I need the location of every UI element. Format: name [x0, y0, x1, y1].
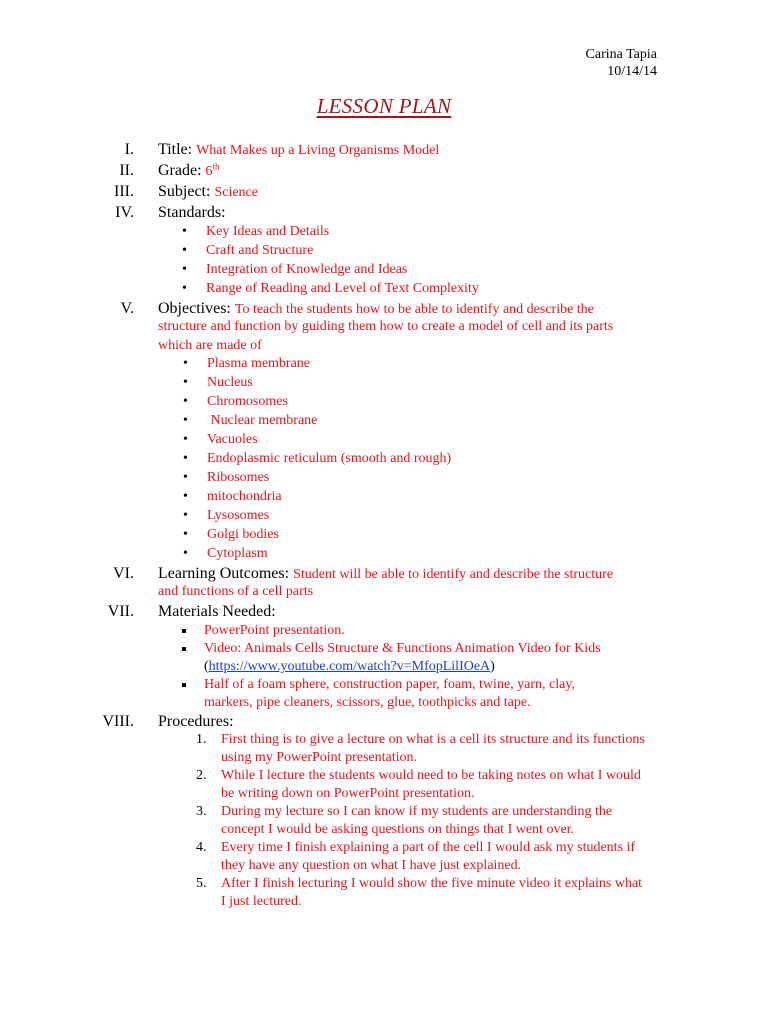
procedure-step: 4. Every time I finish explaining a part of the cell I would ask my students if they have any question on what I have just explained. — [196, 840, 636, 873]
materials-list — [180, 622, 620, 712]
section-grade — [158, 160, 668, 182]
list-item: • Lysosomes — [183, 506, 623, 525]
list-item: • Plasma membrane — [183, 354, 623, 373]
section-objectives-label: Objectives: — [158, 300, 231, 317]
list-item: • mitochondria — [183, 487, 623, 506]
author-name: Carina Tapia — [585, 47, 657, 62]
section-title-label: Title: — [158, 141, 193, 158]
section-number-subject: III. — [114, 183, 134, 200]
document-title: LESSON PLAN — [316, 94, 452, 118]
section-number-grade: II. — [119, 162, 134, 179]
section-objectives — [158, 298, 668, 320]
objectives-text: structure and function by guiding them how to create a model of cell and its parts which are made of — [158, 319, 614, 353]
list-item: PowerPoint presentation. — [180, 622, 620, 640]
list-item: • Cytoplasm — [183, 544, 623, 563]
list-item: • Golgi bodies — [183, 525, 623, 544]
video-link[interactable]: https://www.youtube.com/watch?v=MfopLilIOeA — [208, 659, 491, 674]
standards-list — [182, 222, 662, 298]
section-number-materials: VII. — [107, 603, 134, 620]
list-item: • Chromosomes — [183, 392, 623, 411]
list-item: • Endoplasmic reticulum (smooth and rough) — [183, 449, 623, 468]
list-item: • Key Ideas and Details — [182, 222, 662, 241]
section-number-outcomes: VI. — [113, 565, 134, 582]
section-title — [158, 139, 668, 161]
procedure-step: 2. While I lecture the students would need to be taking notes on what I would be writing down on PowerPoint presentation. — [196, 768, 641, 801]
list-item: • Craft and Structure — [182, 241, 662, 260]
list-item: • Integration of Knowledge and Ideas — [182, 260, 662, 279]
section-outcomes — [158, 563, 668, 585]
outcomes-text-line1: Student will be able to identify and describe the structure — [293, 567, 614, 582]
list-item: • Ribosomes — [183, 468, 623, 487]
section-title-value: What Makes up a Living Organisms Model — [196, 143, 440, 158]
document-date: 10/14/14 — [607, 64, 657, 79]
section-procedures-label: Procedures: — [158, 713, 234, 730]
list-item: • Range of Reading and Level of Text Complexity — [182, 279, 662, 298]
section-materials-label: Materials Needed: — [158, 603, 276, 620]
procedures-list — [196, 731, 646, 911]
grade-superscript: th — [212, 161, 220, 172]
list-item: • Vacuoles — [183, 430, 623, 449]
section-subject — [158, 181, 668, 203]
procedure-step: 3. During my lecture so I can know if my students are understanding the concept I would be asking questions on things that I went over. — [196, 804, 613, 837]
list-item: • Nuclear membrane — [183, 411, 623, 430]
section-outcomes-label: Learning Outcomes: — [158, 565, 290, 582]
section-number-title: I. — [124, 141, 134, 158]
author-block — [586, 46, 657, 80]
procedure-step: 5. After I finish lecturing I would show the five minute video it explains what I just lectured. — [196, 876, 643, 909]
section-grade-label: Grade: — [158, 162, 202, 179]
objectives-list — [183, 354, 623, 563]
section-subject-value: Science — [214, 185, 258, 200]
objectives-text-line1: To teach the students how to be able to identify and describe the — [234, 302, 594, 317]
section-number-procedures: VIII. — [102, 713, 134, 730]
section-number-objectives: V. — [120, 300, 134, 317]
section-number-standards: IV. — [115, 204, 134, 221]
list-item: • Nucleus — [183, 373, 623, 392]
section-subject-label: Subject: — [158, 183, 211, 200]
list-item: Half of a foam sphere, construction paper, foam, twine, yarn, clay, markers, pipe cleaners, scissors, glue, toothpicks and tape. — [180, 676, 620, 712]
section-grade-value: 6th — [205, 161, 220, 179]
list-item: Video: Animals Cells Structure & Functions Animation Video for Kids (https://www.youtube.com/watch?v=MfopLilIOeA) — [180, 640, 620, 676]
section-standards-label: Standards: — [158, 204, 226, 221]
video-description: Video: Animals Cells Structure & Functions Animation Video for Kids — [204, 641, 601, 656]
procedure-step: 1. First thing is to give a lecture on what is a cell its structure and its functions using my PowerPoint presentation. — [196, 732, 645, 765]
outcomes-text: and functions of a cell parts — [158, 584, 314, 599]
